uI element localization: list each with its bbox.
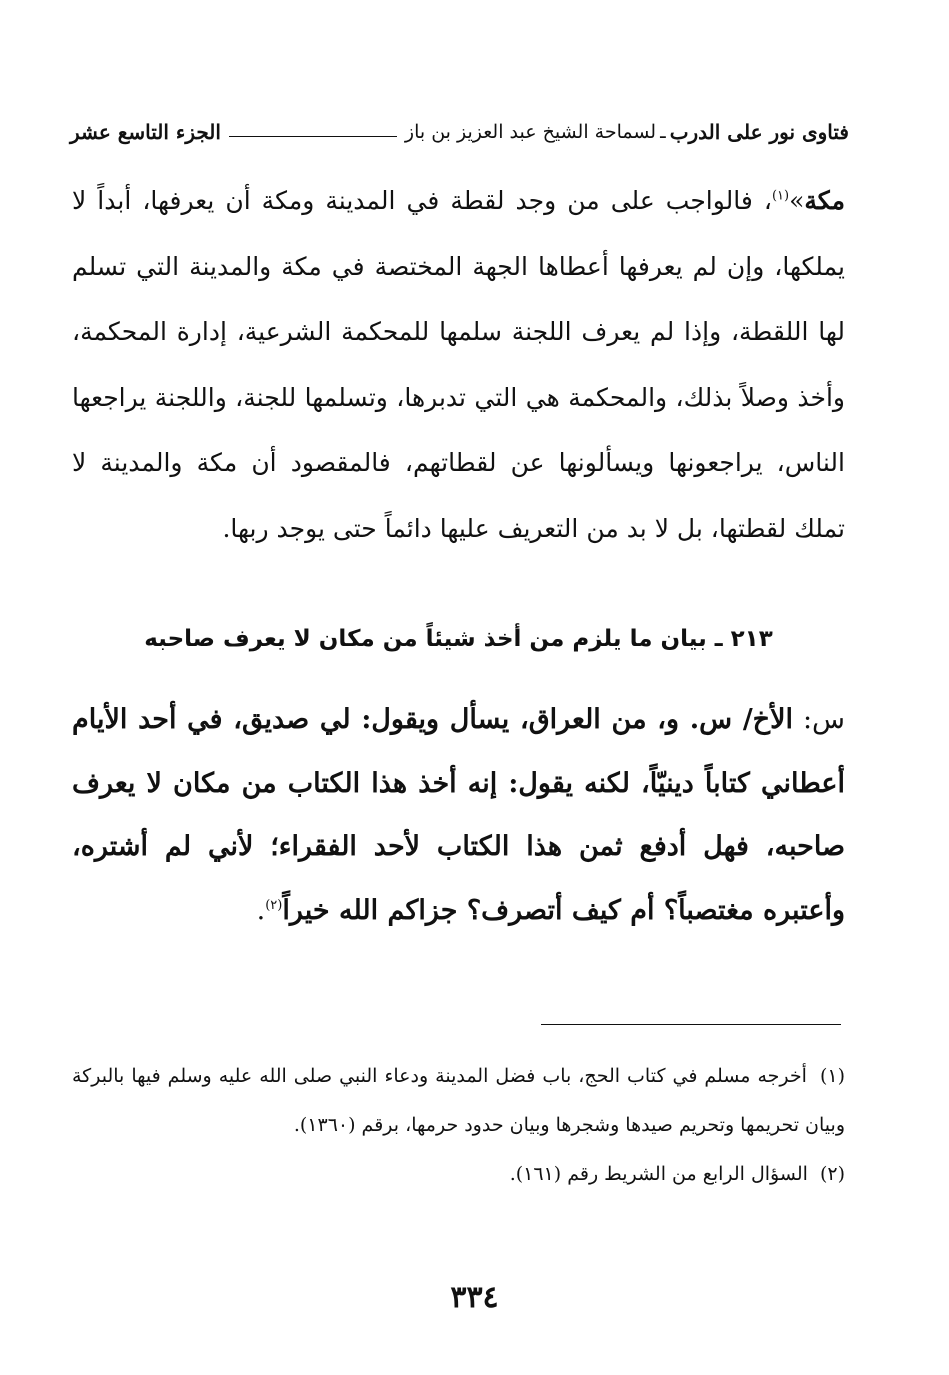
footnote-ref-2: (٢) xyxy=(265,897,283,913)
lead-word: مكة xyxy=(804,186,845,215)
volume-label: الجزء التاسع عشر xyxy=(70,120,221,144)
footnote-2 xyxy=(72,1150,845,1199)
book-title: فتاوى نور على الدرب xyxy=(669,120,849,144)
closing-quote: » xyxy=(789,186,805,215)
footnote-number: (٢) xyxy=(819,1163,845,1185)
question-label: س: xyxy=(802,704,845,735)
question-end: . xyxy=(256,894,266,926)
footnote-text: السؤال الرابع من الشريط رقم (١٦١). xyxy=(509,1163,808,1185)
footnote-text: أخرجه مسلم في كتاب الحج، باب فضل المدينة ودعاء النبي صلى الله عليه وسلم فيها بالبركة وبيان تحريمها وتحريم صيدها وشجرها وبيان حدود حرمها، برقم (١٣٦٠). xyxy=(72,1065,845,1136)
footnotes xyxy=(72,1052,845,1199)
running-header xyxy=(70,112,849,152)
footnote-number: (١) xyxy=(819,1065,845,1087)
page-number: ٣٣٤ xyxy=(450,1280,499,1315)
body-paragraph xyxy=(72,168,845,561)
body-text: ، فالواجب على من وجد لقطة في المدينة ومكة أن يعرفها، أبداً لا يملكها، وإن لم يعرفها أعطاها الجهة المختصة في مكة والمدينة التي تسلم لها اللقطة، وإذا لم يعرف اللجنة سلمها للمحكمة الشرعية، إدارة المحكمة، وأخذ وصلاً بذلك، والمحكمة هي التي تدبرها، وتسلمها للجنة، واللجنة يراجعها الناس، يراجعونها ويسألونها عن لقطاتهم، فالمقصود أن مكة والمدينة لا تملك لقطتها، بل لا بد من التعريف عليها دائماً حتى يوجد ربها. xyxy=(72,186,845,543)
author-line: لسماحة الشيخ عبد العزيز بن باز xyxy=(404,121,657,143)
question-text: الأخ/ س. و، من العراق، يسأل ويقول: لي صديق، في أحد الأيام أعطاني كتاباً دينيّاً، لكنه يقول: إنه أخذ هذا الكتاب من مكان لا يعرف صاحبه، فهل أدفع ثمن هذا الكتاب لأحد الفقراء؛ لأني لم أشتره، وأعتبره مغتصباً؟ أم كيف أتصرف؟ جزاكم الله خيراً xyxy=(72,704,845,926)
header-separator: ـ xyxy=(660,121,666,143)
footnote-1 xyxy=(72,1052,845,1150)
section-heading: ٢١٣ ـ بيان ما يلزم من أخذ شيئاً من مكان لا يعرف صاحبه xyxy=(144,626,773,652)
footnote-ref-1: (١) xyxy=(771,188,790,204)
footnote-separator xyxy=(541,1024,841,1025)
header-rule xyxy=(229,136,397,137)
question-block xyxy=(72,688,845,942)
